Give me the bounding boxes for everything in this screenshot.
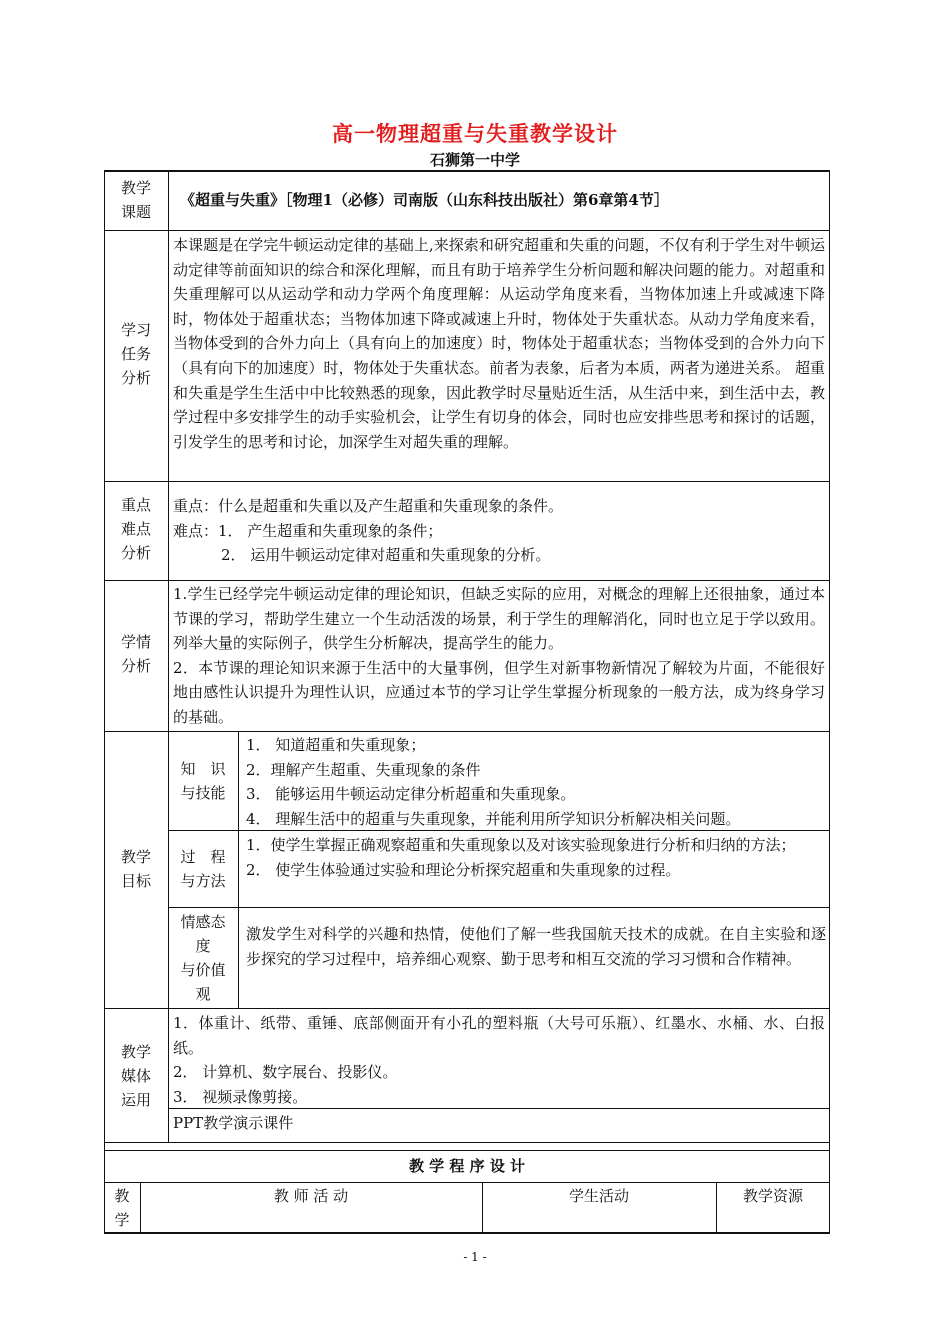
column-divider — [238, 731, 239, 1008]
knowledge-label: 知 识 与技能 — [180, 760, 226, 802]
row-divider — [104, 1150, 830, 1151]
list-item: 3． 视频录像剪接。 — [173, 1087, 308, 1106]
process-label: 过 程 与方法 — [180, 848, 226, 890]
learner-paragraph-1: 1.学生已经学完牛顿运动定律的理论知识，但缺乏实际的应用，对概念的理解上还很抽象，通过本节课的学习，帮助学生建立一个生动活泼的场景，利于学生的理解消化，同时也立足于学以致用。列举大量的实际例子，供学生分析解决，提高学生的能力。 — [173, 585, 825, 653]
learner-paragraph-2: 2．本节课的理论知识来源于生活中的大量事例，但学生对新事物新情况了解较为片面，不能很好地由感性认识提升为理性认识，应通过本节的学习让学生掌握分析现象的一般方法，成为终身学习的基础。 — [173, 658, 825, 726]
topic-label: 教学 课题 — [120, 179, 151, 221]
procedure-column-resources: 教学资源 — [742, 1187, 803, 1205]
row-divider — [104, 1008, 830, 1009]
list-item: 1．体重计、纸带、重锤、底部侧面开有小孔的塑料瓶（大号可乐瓶）、红墨水、水桶、水、白报纸。 — [173, 1014, 825, 1057]
row-divider — [104, 1182, 830, 1183]
page-number: - 1 - — [463, 1250, 487, 1264]
knowledge-goals — [246, 733, 826, 831]
task-analysis-text: 本课题是在学完牛顿运动定律的基础上,来探索和研究超重和失重的问题，不仅有利于学生对牛顿运动定律等前面知识的综合和深化理解，而且有助于培养学生分析问题和解决问题的能力。对超重和失重理解可以从运动学和动力学两个角度理解：从运动学角度来看，当物体加速上升或减速下降时，物体处于超重状态；当物体加速下降或减速上升时，物体处于失重状态。从动力学角度来看，当物体受到的合外力向上（具有向上的加速度）时，物体处于超重状态；当物体受到的合外力向下（具有向下的加速度）时，物体处于失重状态。前者为表象，后者为本质，两者为递进关系。 超重和失重是学生生活中中比较熟悉的现象，因此教学时尽量贴近生活，从生活中来，到生活中去，教学过程中多安排学生的动手实验机会，让学生有切身的体会，同时也应安排些思考和探讨的话题，引发学生的思考和讨论，加深学生对超失重的理解。 — [173, 236, 825, 451]
row-divider — [104, 230, 830, 231]
list-item: 2． 计算机、数字展台、投影仪。 — [173, 1063, 398, 1082]
key-point: 重点：什么是超重和失重以及产生超重和失重现象的条件。 — [173, 497, 564, 515]
list-item: 2．理解产生超重、失重现象的条件 — [246, 760, 481, 779]
school-name: 石狮第一中学 — [429, 151, 520, 169]
list-item: 1． 知道超重和失重现象； — [246, 736, 426, 754]
list-item: 2． 使学生体验通过实验和理论分析探究超重和失重现象的过程。 — [246, 860, 681, 879]
row-divider — [104, 731, 830, 732]
row-divider — [104, 481, 830, 482]
row-divider — [168, 907, 830, 908]
difficulty-1: 难点：1． 产生超重和失重现象的条件； — [173, 521, 443, 540]
media-label: 教学 媒体 运用 — [120, 1043, 151, 1109]
emotion-label: 情感态 度 与价值 观 — [180, 913, 226, 1003]
row-divider — [104, 580, 830, 581]
learner-analysis — [173, 582, 825, 730]
document-title: 高一物理超重与失重教学设计 — [332, 121, 618, 146]
difficulty-2: 2． 运用牛顿运动定律对超重和失重现象的分析。 — [221, 546, 551, 565]
list-item: 3． 能够运用牛顿运动定律分析超重和失重现象。 — [246, 785, 576, 804]
procedure-heading: 教 学 程 序 设 计 — [408, 1157, 526, 1175]
procedure-column-student: 学生活动 — [568, 1187, 629, 1205]
row-divider — [104, 1142, 830, 1143]
procedure-column-step: 教 学 — [114, 1187, 130, 1229]
key-points — [173, 494, 825, 568]
task-label: 学习 任务 分析 — [120, 321, 151, 387]
media-list — [173, 1011, 825, 1109]
key-label: 重点 难点 分析 — [120, 496, 151, 562]
goals-label: 教学 目标 — [120, 848, 151, 890]
topic-text: 《超重与失重》［物理1（必修）司南版（山东科技出版社）第6章第4节］ — [180, 191, 669, 209]
list-item: 4． 理解生活中的超重与失重现象，并能利用所学知识分析解决相关问题。 — [246, 809, 741, 828]
learner-label: 学情 分析 — [120, 633, 151, 675]
list-item: 1．使学生掌握正确观察超重和失重现象以及对该实验现象进行分析和归纳的方法； — [246, 836, 796, 854]
procedure-column-teacher: 教 师 活 动 — [273, 1187, 349, 1205]
emotion-goals: 激发学生对科学的兴趣和热情，使他们了解一些我国航天技术的成就。在自主实验和逐步探究的学习过程中，培养细心观察、勤于思考和相互交流的学习习惯和合作精神。 — [246, 925, 826, 968]
process-goals — [246, 833, 826, 882]
ppt-courseware: PPT教学演示课件 — [173, 1114, 294, 1132]
